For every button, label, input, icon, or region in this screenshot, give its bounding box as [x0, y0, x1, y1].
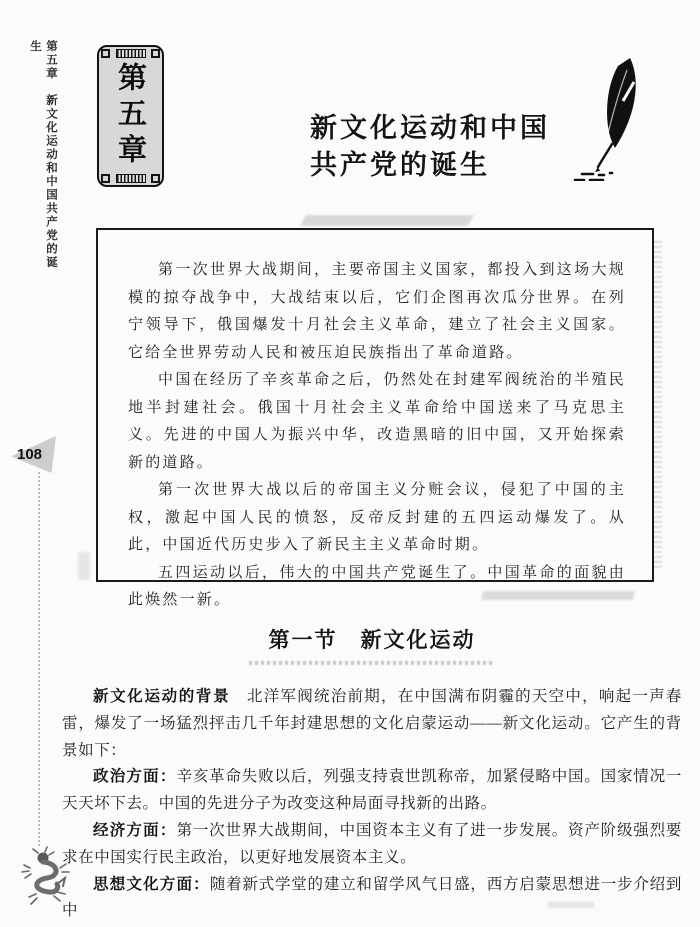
body-paragraph: [62, 764, 682, 818]
section-heading: 第一节 新文化运动: [268, 629, 476, 652]
chapter-title: [310, 110, 550, 184]
chapter-badge: [97, 45, 164, 187]
section-heading-underline: [249, 661, 495, 665]
quill-pen-icon: [560, 56, 655, 181]
page-number: 108: [17, 446, 43, 463]
body-paragraph: [62, 818, 682, 872]
intro-paragraph: 第一次世界大战期间，主要帝国主义国家，都投入到这场大规模的掠夺战争中，大战结束以后，它们企图再次瓜分世界。在列宁领导下，俄国爆发十月社会主义革命，建立了社会主义国家。它给全世界劳动人民和被压迫民族指出了革命道路。: [128, 262, 626, 361]
body-paragraph: [62, 684, 682, 764]
section-heading-block: [62, 624, 682, 665]
body-text: [62, 684, 682, 925]
body-paragraph: [62, 872, 682, 926]
paragraph-lead: 经济方面：: [93, 821, 177, 839]
paragraph-text: 随着新式学堂的建立和留学风气日盛，西方启蒙思想进一步介绍到中: [62, 875, 682, 920]
intro-paragraph: 中国在经历了辛亥革命之后，仍然处在封建军阀统治的半殖民地半封建社会。俄国十月社会主义革命给中国送来了马克思主义。先进的中国人为振兴中华，改造黑暗的旧中国，又开始探索新的道路。: [128, 372, 626, 471]
chapter-title-line2: 共产党的诞生: [310, 150, 490, 180]
paragraph-lead: 政治方面：: [93, 768, 177, 786]
scan-smudge: [78, 552, 90, 580]
paragraph-lead: 思想文化方面：: [93, 875, 210, 893]
paragraph-lead: 新文化运动的背景: [93, 688, 231, 705]
intro-paragraph: 第一次世界大战以后的帝国主义分赃会议，侵犯了中国的主权，激起中国人民的愤怒，反帝反封建的五四运动爆发了。从此，中国近代历史步入了新民主主义革命时期。: [128, 482, 626, 553]
scan-smudge: [300, 215, 474, 226]
paragraph-text: 辛亥革命失败以后，列强支持袁世凯称帝，加紧侵略中国。国家情况一天天坏下去。中国的先进分子为改变这种局面寻找新的出路。: [62, 768, 682, 813]
intro-paragraph: 五四运动以后，伟大的中国共产党诞生了。中国革命的面貌由此焕然一新。: [128, 564, 626, 608]
sidebar-chapter-label: 第五章 新文化运动和中国共产党的诞生: [29, 40, 57, 270]
paragraph-text: 北洋军阀统治前期，在中国满布阴霾的天空中，响起一声春雷，爆发了一场猛烈抨击几千年封建思想的文化启蒙运动——新文化运动。它产生的背景如下：: [62, 688, 682, 759]
chapter-title-line1: 新文化运动和中国: [310, 113, 550, 143]
paragraph-text: 第一次世界大战期间，中国资本主义有了进一步发展。资产阶级强烈要求在中国实行民主政治，以更好地发展资本主义。: [62, 821, 682, 866]
chapter-intro-box: [96, 228, 654, 608]
margin-dotted-rule: [38, 472, 40, 846]
chapter-badge-label: 第五章: [114, 62, 146, 170]
